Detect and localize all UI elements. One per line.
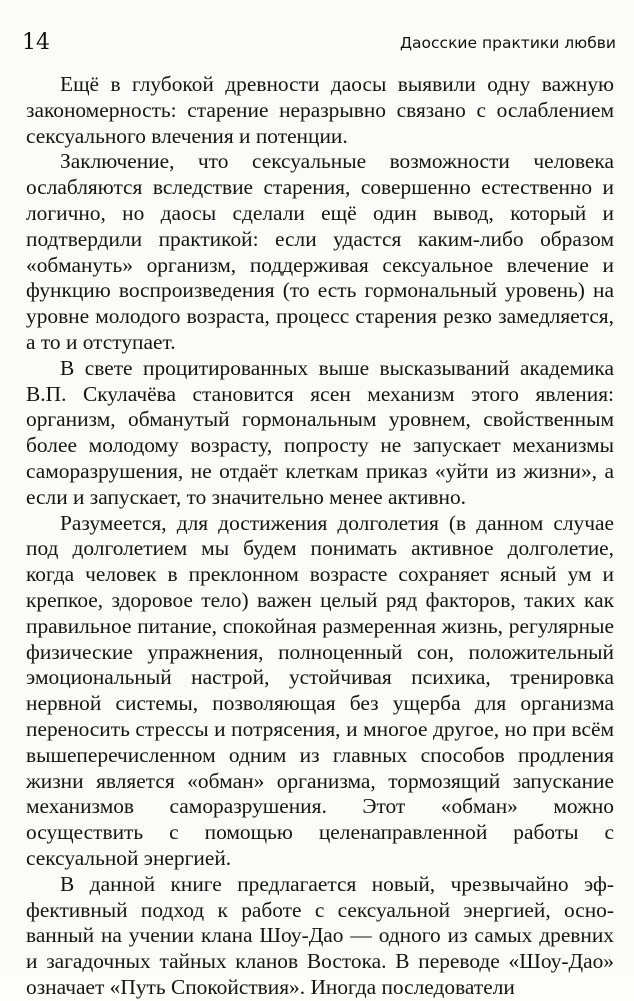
paragraph: В свете процитированных выше высказываний академика В.П. Скулачёва становится ясен механизм этого явления: организм, обманутый гормональным уровнем, свойственным более молодому возрасту, попросту не запускает механизмы саморазрушения, не отдаёт клеткам приказ «уйти из жизни», а если и запускает, то значительно менее активно. xyxy=(26,355,614,509)
page-header xyxy=(22,30,616,60)
body-text xyxy=(26,72,614,1001)
running-title: Даосские практики любви xyxy=(399,34,616,52)
paragraph: Ещё в глубокой древности даосы выявили одну важную закономерность: старение неразрывно связано с ослаблением сексуального влечения и потенции. xyxy=(26,72,614,148)
page-number: 14 xyxy=(22,30,50,55)
paragraph: В данной книге предлагается новый, чрезвычайно эффективный подход к работе с сексуальной энергией, основанный на учении клана Шоу-Дао — одного из самых древних и загадочных тайных кланов Востока. В переводе «Шоу-Дао» означает «Путь Спокойствия». Иногда последователи xyxy=(26,871,614,999)
paragraph: Разумеется, для достижения долголетия (в данном случае под долголетием мы будем понимать активное долголетие, когда человек в преклонном возрасте сохраняет ясный ум и крепкое, здоровое тело) важен целый ряд факторов, таких как правильное питание, спокойная размеренная жизнь, регулярные физические упражнения, полноценный сон, положительный эмоциональный настрой, устойчивая психика, тренировка нервной системы, позволяющая без ущерба для организма переносить стрессы и потрясения, и многое другое, но при всём вышеперечисленном одним из главных способов продления жизни является «обман» организма, тормозящий запускание механизмов саморазрушения. Этот «обман» можно осуществить с помощью целенаправленной работы с сексуальной энергией. xyxy=(26,510,614,870)
paragraph: Заключение, что сексуальные возможности человека ослабляются вследствие старения, совершенно естественно и логично, но даосы сделали ещё один вывод, который и подтвердили практикой: если удастся каким-либо образом «обмануть» организм, поддерживая сексуальное влечение и функцию воспроизведения (то есть гормональный уровень) на уровне молодого возраста, процесс старения резко замедляется, а то и отступает. xyxy=(26,149,614,354)
